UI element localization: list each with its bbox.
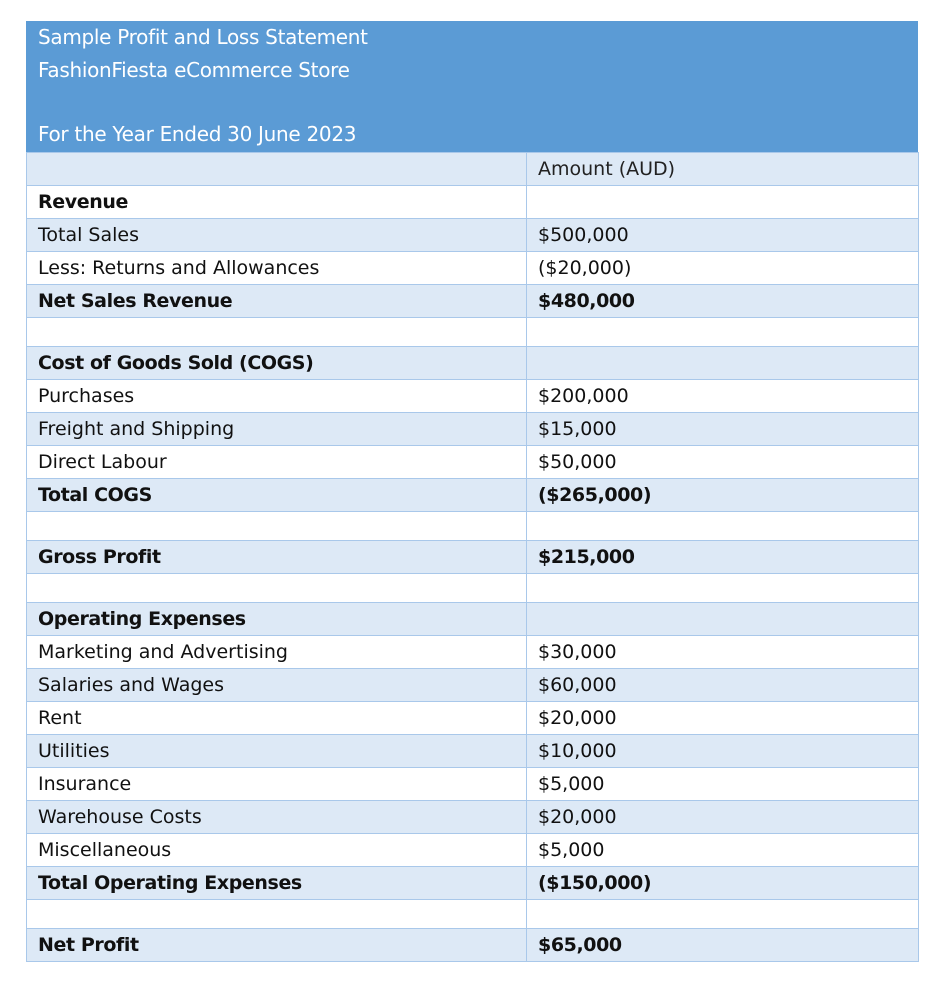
spacer-row bbox=[27, 574, 919, 603]
row-label: Operating Expenses bbox=[27, 603, 527, 636]
table-row bbox=[27, 285, 919, 318]
table-row bbox=[27, 380, 919, 413]
row-label bbox=[27, 512, 527, 541]
table-row bbox=[27, 735, 919, 768]
row-label: Revenue bbox=[27, 186, 527, 219]
row-label: Gross Profit bbox=[27, 541, 527, 574]
table-row bbox=[27, 669, 919, 702]
row-amount: $20,000 bbox=[527, 801, 919, 834]
row-label: Less: Returns and Allowances bbox=[27, 252, 527, 285]
row-amount: $480,000 bbox=[527, 285, 919, 318]
row-label: Total COGS bbox=[27, 479, 527, 512]
statement-title: Sample Profit and Loss Statement bbox=[38, 25, 368, 49]
row-amount: $30,000 bbox=[527, 636, 919, 669]
row-amount bbox=[527, 186, 919, 219]
row-amount: $500,000 bbox=[527, 219, 919, 252]
row-label: Purchases bbox=[27, 380, 527, 413]
row-amount: $65,000 bbox=[527, 929, 919, 962]
row-label: Marketing and Advertising bbox=[27, 636, 527, 669]
table-row bbox=[27, 446, 919, 479]
table-row bbox=[27, 768, 919, 801]
statement-header bbox=[26, 21, 918, 152]
row-label: Total Sales bbox=[27, 219, 527, 252]
column-header-row bbox=[27, 153, 919, 186]
row-label bbox=[27, 574, 527, 603]
table-row bbox=[27, 636, 919, 669]
statement-body bbox=[27, 153, 919, 962]
row-label: Miscellaneous bbox=[27, 834, 527, 867]
table-row bbox=[27, 413, 919, 446]
row-amount: ($150,000) bbox=[527, 867, 919, 900]
row-label: Net Profit bbox=[27, 929, 527, 962]
row-amount: $200,000 bbox=[527, 380, 919, 413]
row-amount: $215,000 bbox=[527, 541, 919, 574]
row-label bbox=[27, 318, 527, 347]
table-row bbox=[27, 541, 919, 574]
row-amount: $50,000 bbox=[527, 446, 919, 479]
row-amount bbox=[527, 574, 919, 603]
table-row bbox=[27, 867, 919, 900]
row-amount bbox=[527, 347, 919, 380]
table-row bbox=[27, 479, 919, 512]
table-row bbox=[27, 603, 919, 636]
row-amount bbox=[527, 318, 919, 347]
table-row bbox=[27, 186, 919, 219]
table-row bbox=[27, 252, 919, 285]
table-row bbox=[27, 702, 919, 735]
row-amount bbox=[527, 512, 919, 541]
row-amount: $20,000 bbox=[527, 702, 919, 735]
row-label: Cost of Goods Sold (COGS) bbox=[27, 347, 527, 380]
spacer-row bbox=[27, 512, 919, 541]
row-amount bbox=[527, 603, 919, 636]
row-amount: ($20,000) bbox=[527, 252, 919, 285]
profit-loss-statement bbox=[26, 21, 918, 962]
row-label: Direct Labour bbox=[27, 446, 527, 479]
column-header-label bbox=[27, 153, 527, 186]
row-label: Utilities bbox=[27, 735, 527, 768]
table-row bbox=[27, 834, 919, 867]
row-label: Warehouse Costs bbox=[27, 801, 527, 834]
row-amount: $10,000 bbox=[527, 735, 919, 768]
table-row bbox=[27, 347, 919, 380]
spacer-row bbox=[27, 900, 919, 929]
row-label: Net Sales Revenue bbox=[27, 285, 527, 318]
statement-table bbox=[26, 152, 919, 962]
row-label: Freight and Shipping bbox=[27, 413, 527, 446]
company-name: FashionFiesta eCommerce Store bbox=[38, 58, 350, 82]
row-label: Salaries and Wages bbox=[27, 669, 527, 702]
row-label bbox=[27, 900, 527, 929]
row-amount: ($265,000) bbox=[527, 479, 919, 512]
row-label: Total Operating Expenses bbox=[27, 867, 527, 900]
spacer-row bbox=[27, 318, 919, 347]
table-row bbox=[27, 801, 919, 834]
table-row bbox=[27, 929, 919, 962]
table-row bbox=[27, 219, 919, 252]
row-amount: $15,000 bbox=[527, 413, 919, 446]
row-label: Insurance bbox=[27, 768, 527, 801]
row-amount: $60,000 bbox=[527, 669, 919, 702]
row-amount: $5,000 bbox=[527, 768, 919, 801]
period-label: For the Year Ended 30 June 2023 bbox=[38, 122, 357, 146]
row-label: Rent bbox=[27, 702, 527, 735]
column-header-amount: Amount (AUD) bbox=[527, 153, 919, 186]
row-amount: $5,000 bbox=[527, 834, 919, 867]
row-amount bbox=[527, 900, 919, 929]
